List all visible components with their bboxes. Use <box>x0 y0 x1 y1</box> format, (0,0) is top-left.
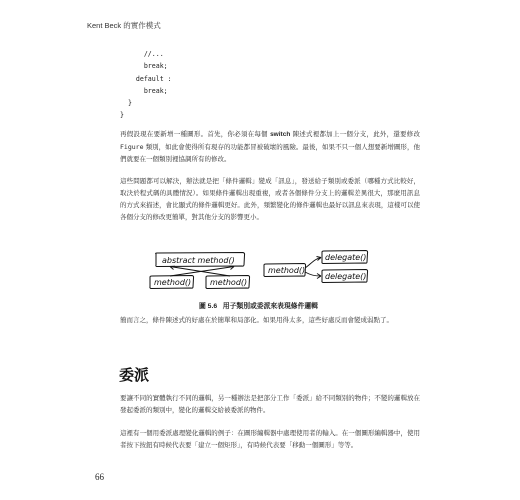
paragraph-example: 這裡有一個用委派處理變化邏輯的例子：在圖形編輯器中處理使用者的輸入。在一個圖形編輯器中，使用者按下按鈕有時候代表要「建立一個矩形」，有時候代表要「移動一個圖形」等等。 <box>120 429 420 449</box>
paragraph-summary: 簡而言之，條件陳述式的好處在於簡單和局部化。如果用得太多，這些好處反而會變成弱點了。 <box>120 316 393 324</box>
paragraph-delegation: 要讓不同的實體執行不同的邏輯，另一種辦法是把部分工作「委派」給不同類別的物件；不變的邏輯放在發起委派的類別中，變化的邏輯交給被委派的物件。 <box>120 394 420 414</box>
switch-keyword: switch <box>270 131 291 138</box>
running-header: Kent Beck 的實作模式 <box>87 21 161 30</box>
method-label-left: method() <box>154 278 192 287</box>
code-listing <box>120 48 172 122</box>
paragraph-text: 再假設現在要新增一種圖形。首先，你必須在每個 <box>120 130 271 138</box>
code-line: //... <box>120 50 164 58</box>
delegate-label-top: delegate() <box>325 253 367 262</box>
arrow-head <box>170 266 175 269</box>
method-label-right: method() <box>210 278 248 287</box>
code-line: } <box>120 111 124 120</box>
figure-caption: 圖 5.6 用子類別或委派來表現條件邏輯 <box>199 303 318 310</box>
delegate-label-bottom: delegate() <box>325 272 367 281</box>
method-label-center: method() <box>268 266 306 275</box>
arrow-head <box>229 266 234 269</box>
section-heading: 委派 <box>119 367 150 384</box>
code-line: break; <box>120 62 168 71</box>
code-line: break; <box>120 86 168 95</box>
paragraph-new-shape <box>120 128 420 165</box>
figure-class-name: Figure <box>120 143 144 151</box>
page-number: 66 <box>95 472 104 482</box>
code-line: } <box>120 99 132 108</box>
abstract-method-label: abstract method() <box>162 256 235 265</box>
figure-diagram <box>148 248 378 294</box>
code-line: default : <box>120 74 172 83</box>
paragraph-text: 陳述式裡都加上一個分支，此外，還要修改 <box>290 130 420 138</box>
paragraph-text: 類別，如此會使得所有現存的功能都冒被破壞的風險。最後，如果不只一個人想要新增圖形，他們就要在一個類別裡協調所有的修改。 <box>120 143 420 163</box>
paragraph-solution: 這些問題都可以解決，辦法就是把「條件邏輯」變成「訊息」，發送給子類別或委派（哪種方式比較好，取決於程式碼的具體情況）。如果條件邏輯出現重複，或者各個條件分支上的邏輯差異很大，那麼用訊息的方式來描述，會比顯式的條件邏輯更好。此外，頻繁變化的條件邏輯也最好以訊息來表現，這樣可以使各個分支的修改更簡單，對其他分支的影響更小。 <box>120 177 420 221</box>
